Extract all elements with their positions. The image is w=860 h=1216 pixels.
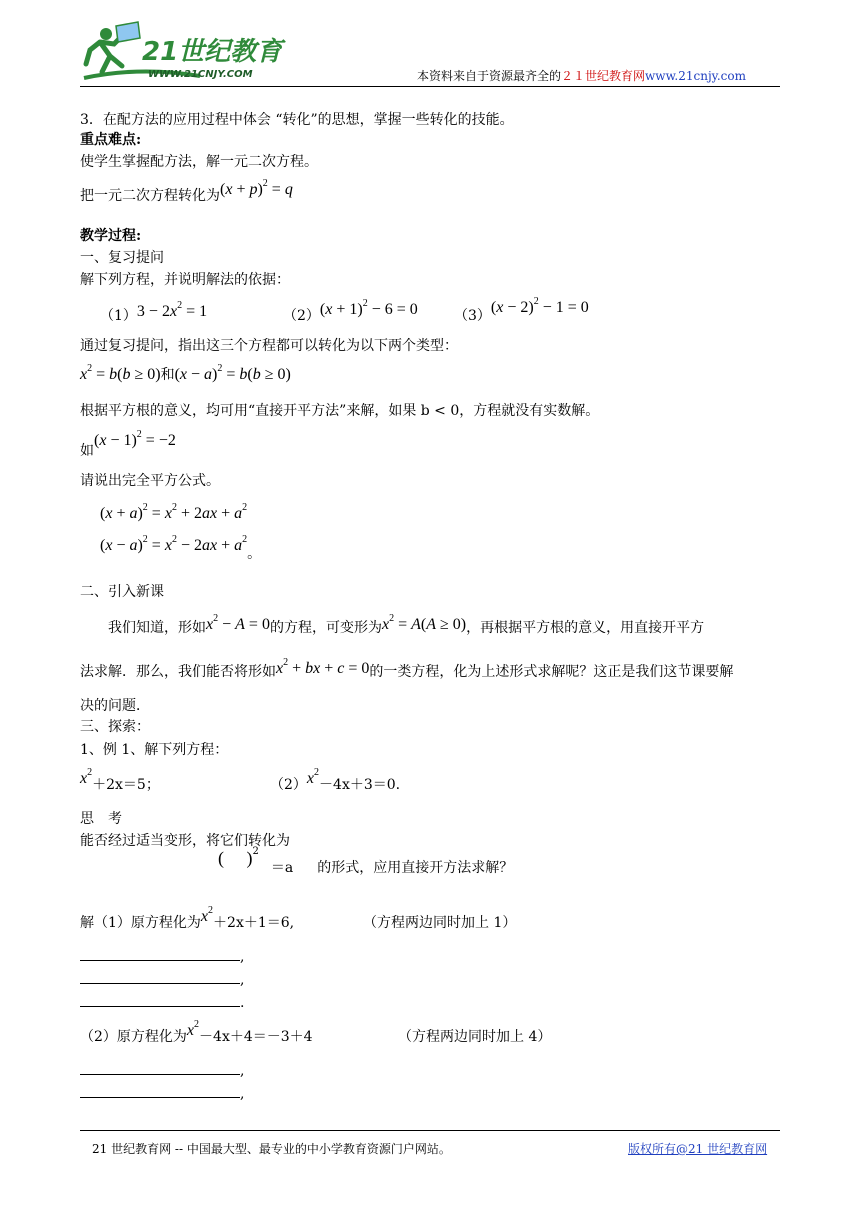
section-2-title: 二、引入新课	[80, 584, 164, 600]
example-equation-1: $x^2+2x=5$；	[80, 767, 160, 793]
section-3-title: 三、探索：	[80, 719, 150, 735]
two-types-equation: $x^2 = b(b \ge 0)$和$(x - a)^2 = b(b \ge 0)$	[80, 363, 291, 383]
goal-3: 3．在配方法的应用过程中体会 “转化”的思想，掌握一些转化的技能。	[80, 112, 514, 128]
target-form-equation: $(x + p)^2 = q$	[220, 178, 293, 198]
answer-blank-1[interactable]: ,	[80, 948, 244, 966]
section-1-instruction: 解下列方程，并说明解法的依据：	[80, 272, 290, 288]
process-heading: 教学过程:	[80, 228, 142, 244]
key-points-heading: 重点难点:	[80, 132, 142, 148]
answer-blank-5[interactable]: ,	[80, 1085, 244, 1103]
review-equation-2: $(2)(x + 1)^2 - 6 = 0$	[283, 298, 418, 324]
header-site-name: ２１世纪教育网	[561, 69, 646, 83]
site-logo	[80, 20, 290, 88]
review-equation-3: $(3)(x - 2)^2 - 1 = 0$	[454, 296, 589, 324]
square-root-explanation: 根据平方根的意义，均可用“直接开平方法”来解，如果 b < 0，方程就没有实数解。	[80, 403, 600, 419]
no-solution-example: 如$(x - 1)^2 = -2$	[80, 429, 176, 459]
header-note: 本资料来自于资源最齐全的２１世纪教育网www.21cnjy.com	[417, 69, 746, 83]
perfect-square-plus: $(x + a)^2 = x^2 + 2ax + a^2$	[100, 502, 248, 522]
solution-1-note: （方程两边同时加上 1）	[363, 915, 517, 931]
intro-paragraph-line-3: 决的问题．	[80, 698, 150, 714]
intro-paragraph-line-2: 法求解．那么，我们能否将形如$x^2$ + bx + c = 0的一类方程，化为上述形式求解呢？这正是我们这节课要解	[80, 657, 734, 680]
intro-paragraph-line-1: 我们知道，形如$x^2 - A = 0$的方程，可变形为$x^2 = A(A \ge 0)$，再根据平方根的意义，用直接开平方	[108, 613, 705, 636]
footer-divider	[80, 1130, 780, 1131]
think-question: 能否经过适当变形，将它们转化为	[80, 833, 290, 849]
logo-url-text: WWW.21CNJY.COM	[148, 69, 253, 80]
footer-copyright-link[interactable]: 版权所有@21 世纪教育网	[628, 1142, 768, 1156]
header-divider	[80, 86, 780, 87]
key-point-1: 使学生掌握配方法，解一元二次方程。	[80, 154, 318, 170]
answer-blank-4[interactable]: ,	[80, 1062, 244, 1080]
target-form-line: ( )$^2$＝a 的形式，应用直接开方法求解？	[218, 846, 514, 876]
logo-main-text: 21世纪教育	[142, 37, 283, 67]
think-heading: 思 考	[80, 811, 122, 827]
solution-1-line: 解（1）原方程化为$x^2+2x+1=6$,	[80, 905, 295, 931]
formula-prompt: 请说出完全平方公式。	[80, 473, 220, 489]
answer-blank-2[interactable]: ,	[80, 971, 244, 989]
section-1-title: 一、复习提问	[80, 250, 164, 266]
example-equation-2: $(2)x^2-4x+3=0$.	[270, 767, 401, 793]
answer-blank-3[interactable]: .	[80, 994, 244, 1012]
perfect-square-minus: $(x - a)^2 = x^2 - 2ax + a^2$。	[100, 534, 262, 562]
footer-description: 21 世纪教育网 -- 中国最大型、最专业的中小学教育资源门户网站。	[92, 1142, 451, 1156]
solution-2-line: （2）原方程化为$x^2-4x+4=-3+4$	[80, 1019, 313, 1045]
header-url: www.21cnjy.com	[645, 69, 746, 83]
example-heading: 1、例 1、解下列方程：	[80, 742, 229, 758]
review-equation-1: $(1)3 - 2x^2 = 1$	[100, 300, 208, 324]
key-point-2: 把一元二次方程转化为$(x + p)^2 = q$	[80, 178, 293, 204]
solution-2-note: （方程两边同时加上 4）	[398, 1029, 552, 1045]
review-summary: 通过复习提问，指出这三个方程都可以转化为以下两个类型：	[80, 338, 458, 354]
